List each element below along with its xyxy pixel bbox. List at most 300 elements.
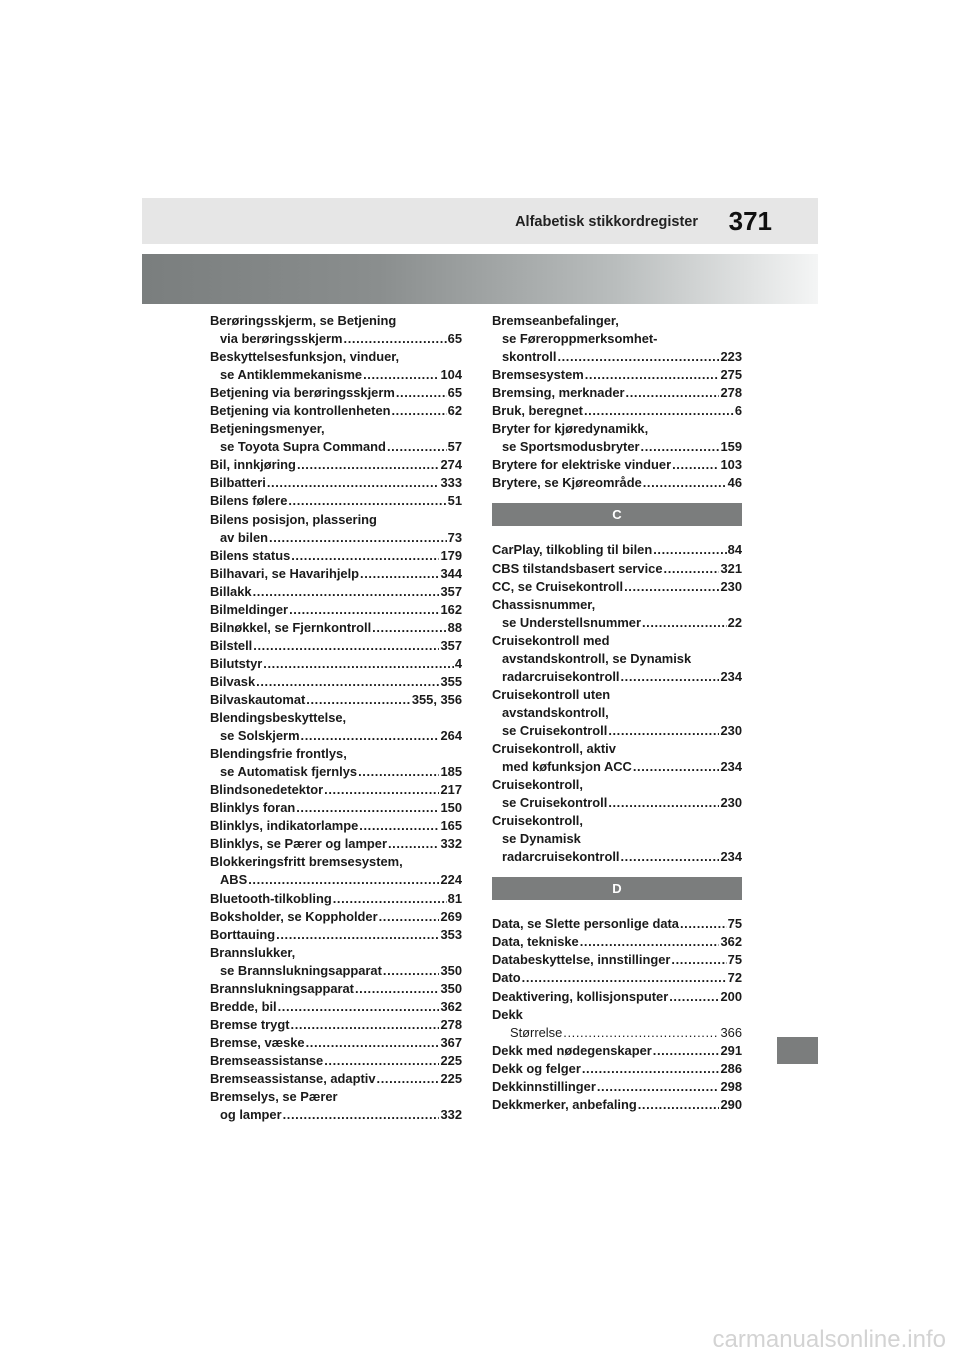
entry-term: Dekkmerker, anbefaling <box>492 1096 637 1112</box>
entry-page-number: 362 <box>440 998 462 1014</box>
dot-leader <box>267 474 440 492</box>
dot-leader <box>291 1016 440 1034</box>
dot-leader <box>359 817 439 835</box>
index-entry <box>492 420 742 438</box>
entry-page-number: 65 <box>447 331 462 347</box>
entry-page-number: 333 <box>440 475 462 491</box>
index-entry <box>210 366 462 384</box>
dot-leader <box>288 492 446 510</box>
index-entry <box>210 637 462 655</box>
dot-leader <box>291 547 439 565</box>
entry-page-number: 264 <box>440 728 462 744</box>
entry-term: Bluetooth-tilkobling <box>210 890 332 906</box>
dot-leader <box>585 366 720 384</box>
entry-term: Bremseassistanse <box>210 1052 324 1068</box>
entry-page-number: 22 <box>727 614 742 630</box>
index-entry <box>492 740 742 758</box>
entry-term: skontroll <box>502 349 557 365</box>
entry-term: radarcruisekontroll <box>502 849 620 865</box>
index-entry <box>210 474 462 492</box>
entry-term: Betjening via kontrollenheten <box>210 403 391 419</box>
index-entry <box>210 835 462 853</box>
entry-page-number: 355 <box>440 673 462 689</box>
index-entry <box>492 632 742 650</box>
index-entry <box>210 799 462 817</box>
entry-term: via berøringsskjerm <box>220 331 343 347</box>
dot-leader <box>360 565 439 583</box>
index-entry <box>210 1052 462 1070</box>
dot-leader <box>383 962 440 980</box>
entry-page-number: 51 <box>447 493 462 509</box>
entry-term: Bilvask <box>210 673 256 689</box>
index-entry <box>492 933 742 951</box>
index-entry <box>210 727 462 745</box>
entry-page-number: 362 <box>720 934 742 950</box>
entry-term: ABS <box>220 872 248 888</box>
dot-leader <box>624 578 719 596</box>
dot-leader <box>522 969 727 987</box>
index-entry <box>210 456 462 474</box>
index-entry <box>210 348 462 366</box>
index-entry <box>492 1024 742 1042</box>
entry-term: Bremsesystem <box>492 367 584 383</box>
entry-term: Betjening via berøringsskjerm <box>210 385 395 401</box>
index-entry <box>492 650 742 668</box>
entry-term: avstandskontroll, se Dynamisk <box>502 650 692 666</box>
entry-page-number: 224 <box>440 872 462 888</box>
entry-term: Bilens status <box>210 547 291 563</box>
entry-term: Dekkinnstillinger <box>492 1078 596 1094</box>
index-entry <box>492 668 742 686</box>
entry-page-number: 162 <box>440 601 462 617</box>
entry-term: se Cruisekontroll <box>502 722 608 738</box>
index-entry <box>492 456 742 474</box>
index-entry <box>492 541 742 559</box>
entry-term: Billakk <box>210 583 252 599</box>
entry-term: Berøringsskjerm, se Betjening <box>210 313 397 328</box>
entry-term: Bremse, væske <box>210 1034 305 1050</box>
dot-leader <box>597 1078 720 1096</box>
dot-leader <box>580 933 720 951</box>
index-entry <box>210 1106 462 1124</box>
index-entry <box>492 614 742 632</box>
entry-term: Boksholder, se Koppholder <box>210 908 378 924</box>
index-entry <box>492 969 742 987</box>
dot-leader <box>377 1070 440 1088</box>
entry-term: Bremselys, se Pærer <box>210 1089 338 1105</box>
entry-term: Brytere for elektriske vinduer <box>492 457 672 473</box>
index-entry <box>492 915 742 933</box>
index-entry <box>492 312 742 330</box>
index-entry <box>492 848 742 866</box>
entry-term: Bilhavari, se Havarihjelp <box>210 565 360 581</box>
entry-term: Dekk og felger <box>492 1060 581 1076</box>
dot-leader <box>642 614 727 632</box>
entry-term: Bremse trygt <box>210 1016 290 1032</box>
entry-term: Bremseanbefalinger, <box>492 313 619 328</box>
dot-leader <box>301 727 440 745</box>
index-entry <box>492 830 742 848</box>
entry-page-number: 150 <box>440 800 462 816</box>
index-entry <box>210 330 462 348</box>
entry-page-number: 230 <box>720 578 742 594</box>
entry-term: Blokkeringsfritt bremsesystem, <box>210 854 403 870</box>
index-column-right <box>492 312 742 1114</box>
entry-page-number: 278 <box>720 385 742 401</box>
entry-page-number: 65 <box>447 385 462 401</box>
entry-page-number: 278 <box>440 1016 462 1032</box>
dot-leader <box>388 835 440 853</box>
entry-page-number: 353 <box>440 926 462 942</box>
entry-term: Størrelse <box>510 1024 563 1040</box>
entry-term: Bilutstyr <box>210 655 263 671</box>
dot-leader <box>269 529 447 547</box>
dot-leader <box>278 998 440 1016</box>
dot-leader <box>396 384 447 402</box>
page-number: 371 <box>728 206 772 236</box>
dot-leader <box>387 438 447 456</box>
entry-page-number: 230 <box>720 795 742 811</box>
dot-leader <box>296 799 439 817</box>
entry-term: se Sportsmodusbryter <box>502 439 640 455</box>
index-entry <box>210 601 462 619</box>
index-entry <box>210 1070 462 1088</box>
entry-term: Blendingsbeskyttelse, <box>210 710 347 726</box>
entry-term: Blinklys foran <box>210 800 296 816</box>
entry-term: Cruisekontroll, <box>492 777 583 793</box>
entry-term: se Dynamisk <box>502 831 581 847</box>
index-entry <box>210 962 462 980</box>
entry-page-number: 269 <box>440 908 462 924</box>
dot-leader <box>306 691 411 709</box>
entry-term: og lamper <box>220 1107 282 1123</box>
index-entry <box>492 438 742 456</box>
page-header <box>142 198 818 244</box>
section-header: C <box>492 503 742 526</box>
entry-term: Bilmeldinger <box>210 601 289 617</box>
entry-page-number: 103 <box>720 457 742 473</box>
dot-leader <box>672 456 719 474</box>
header-title: Alfabetisk stikkordregister <box>515 214 698 230</box>
dot-leader <box>283 1106 440 1124</box>
entry-page-number: 225 <box>440 1070 462 1086</box>
entry-page-number: 332 <box>440 1107 462 1123</box>
index-entry <box>492 1096 742 1114</box>
entry-page-number: 185 <box>440 764 462 780</box>
entry-term: Brannslukker, <box>210 944 296 960</box>
watermark: carmanualsonline.info <box>712 1326 946 1353</box>
index-entry <box>492 758 742 776</box>
dot-leader <box>633 758 720 776</box>
index-entry <box>210 565 462 583</box>
index-entry <box>492 794 742 812</box>
index-entry <box>492 474 742 492</box>
entry-term: Databeskyttelse, innstillinger <box>492 952 671 968</box>
entry-term: Bilbatteri <box>210 475 266 491</box>
entry-page-number: 286 <box>720 1060 742 1076</box>
entry-page-number: 344 <box>440 565 462 581</box>
entry-page-number: 165 <box>440 818 462 834</box>
entry-term: CC, se Cruisekontroll <box>492 578 624 594</box>
dot-leader <box>626 384 720 402</box>
entry-page-number: 88 <box>447 619 462 635</box>
index-entry <box>210 583 462 601</box>
dot-leader <box>297 456 440 474</box>
index-entry <box>210 745 462 763</box>
index-entry <box>210 492 462 510</box>
entry-page-number: 179 <box>440 547 462 563</box>
index-entry <box>210 1088 462 1106</box>
entry-term: avstandskontroll, <box>502 704 609 720</box>
entry-page-number: 274 <box>440 457 462 473</box>
header-gradient-band <box>142 254 818 304</box>
entry-term: Bilens posisjon, plassering <box>210 511 377 527</box>
index-entry <box>210 763 462 781</box>
index-entry <box>210 402 462 420</box>
index-entry <box>210 673 462 691</box>
index-entry <box>492 402 742 420</box>
entry-term: se Føreroppmerksomhet- <box>502 331 658 347</box>
index-entry <box>492 384 742 402</box>
dot-leader <box>333 890 447 908</box>
entry-page-number: 159 <box>720 439 742 455</box>
entry-page-number: 355, 356 <box>411 691 462 707</box>
index-entry <box>210 908 462 926</box>
dot-leader <box>256 673 439 691</box>
entry-term: Bilens følere <box>210 493 288 509</box>
dot-leader <box>653 1042 720 1060</box>
dot-leader <box>643 474 727 492</box>
dot-leader <box>363 366 439 384</box>
entry-term: av bilen <box>220 529 269 545</box>
entry-page-number: 350 <box>440 980 462 996</box>
index-entry <box>210 890 462 908</box>
index-entry <box>492 812 742 830</box>
entry-term: Cruisekontroll med <box>492 632 610 648</box>
entry-term: Dato <box>492 970 521 986</box>
entry-page-number: 6 <box>734 403 742 419</box>
entry-term: Bryter for kjøredynamikk, <box>492 421 649 437</box>
entry-page-number: 230 <box>720 722 742 738</box>
index-entry <box>210 547 462 565</box>
entry-term: Blendingsfrie frontlys, <box>210 746 347 762</box>
entry-page-number: 73 <box>447 529 462 545</box>
dot-leader <box>379 908 440 926</box>
dot-leader <box>621 848 720 866</box>
index-entry <box>492 330 742 348</box>
dot-leader <box>671 951 726 969</box>
entry-page-number: 75 <box>727 952 742 968</box>
entry-page-number: 298 <box>720 1078 742 1094</box>
dot-leader <box>557 348 719 366</box>
dot-leader <box>680 915 727 933</box>
entry-page-number: 291 <box>720 1042 742 1058</box>
index-entry <box>210 420 462 438</box>
index-entry <box>492 776 742 794</box>
entry-term: se Understellsnummer <box>502 614 641 630</box>
entry-term: Bremsing, merknader <box>492 385 625 401</box>
entry-term: Deaktivering, kollisjonsputer <box>492 988 669 1004</box>
entry-term: Blinklys, indikatorlampe <box>210 818 359 834</box>
index-entry <box>210 944 462 962</box>
dot-leader <box>669 988 719 1006</box>
dot-leader <box>358 763 439 781</box>
entry-page-number: 81 <box>447 890 462 906</box>
index-entry <box>210 1016 462 1034</box>
index-entry <box>492 1078 742 1096</box>
entry-term: radarcruisekontroll <box>502 668 620 684</box>
index-entry <box>210 691 462 709</box>
dot-leader <box>641 438 720 456</box>
dot-leader <box>248 871 439 889</box>
dot-leader <box>608 794 719 812</box>
entry-term: Cruisekontroll uten <box>492 686 611 702</box>
index-entry <box>492 1060 742 1078</box>
entry-page-number: 223 <box>720 349 742 365</box>
index-entry <box>210 312 462 330</box>
index-entry <box>492 951 742 969</box>
entry-term: Bil, innkjøring <box>210 457 296 473</box>
entry-term: Bredde, bil <box>210 998 277 1014</box>
index-entry <box>210 926 462 944</box>
entry-term: se Cruisekontroll <box>502 795 608 811</box>
entry-page-number: 321 <box>720 560 742 576</box>
entry-page-number: 46 <box>727 475 742 491</box>
entry-page-number: 200 <box>720 988 742 1004</box>
index-entry <box>492 1042 742 1060</box>
entry-term: Dekk med nødegenskaper <box>492 1042 652 1058</box>
entry-term: Data, tekniske <box>492 934 579 950</box>
dot-leader <box>608 722 719 740</box>
index-entry <box>492 1006 742 1024</box>
entry-term: CBS tilstandsbasert service <box>492 560 663 576</box>
entry-page-number: 104 <box>440 367 462 383</box>
entry-page-number: 290 <box>720 1096 742 1112</box>
dot-leader <box>344 330 447 348</box>
index-entry <box>210 998 462 1016</box>
index-entry <box>210 619 462 637</box>
entry-term: se Brannslukningsapparat <box>220 962 382 978</box>
entry-term: Bilnøkkel, se Fjernkontroll <box>210 619 372 635</box>
index-entry <box>492 348 742 366</box>
index-entry <box>492 578 742 596</box>
entry-term: Bilvaskautomat <box>210 691 306 707</box>
entry-term: Blinklys, se Pærer og lamper <box>210 836 387 852</box>
entry-term: Cruisekontroll, aktiv <box>492 740 616 756</box>
index-entry <box>492 686 742 704</box>
dot-leader <box>392 402 447 420</box>
entry-term: se Antiklemmekanisme <box>220 367 363 383</box>
dot-leader <box>584 402 734 420</box>
index-entry <box>492 704 742 722</box>
index-entry <box>210 438 462 456</box>
entry-page-number: 234 <box>720 849 742 865</box>
entry-term: Brannslukningsapparat <box>210 980 354 996</box>
entry-page-number: 234 <box>720 759 742 775</box>
entry-page-number: 357 <box>440 583 462 599</box>
index-entry <box>492 560 742 578</box>
entry-page-number: 84 <box>727 542 742 558</box>
entry-term: se Solskjerm <box>220 728 300 744</box>
index-entry <box>210 511 462 529</box>
index-entry <box>210 655 462 673</box>
entry-page-number: 217 <box>440 782 462 798</box>
dot-leader <box>306 1034 440 1052</box>
index-entry <box>210 853 462 871</box>
dot-leader <box>253 637 439 655</box>
index-entry <box>492 366 742 384</box>
entry-term: Bremseassistanse, adaptiv <box>210 1070 376 1086</box>
dot-leader <box>324 1052 439 1070</box>
index-entry <box>210 871 462 889</box>
dot-leader <box>638 1096 720 1114</box>
entry-term: CarPlay, tilkobling til bilen <box>492 542 653 558</box>
dot-leader <box>653 541 726 559</box>
dot-leader <box>582 1060 720 1078</box>
entry-term: se Automatisk fjernlys <box>220 764 358 780</box>
index-entry <box>210 817 462 835</box>
entry-page-number: 72 <box>727 970 742 986</box>
entry-term: med køfunksjon ACC <box>502 759 632 775</box>
index-entry <box>210 980 462 998</box>
dot-leader <box>372 619 446 637</box>
entry-page-number: 275 <box>720 367 742 383</box>
dot-leader <box>263 655 454 673</box>
entry-page-number: 367 <box>440 1034 462 1050</box>
entry-term: Betjeningsmenyer, <box>210 421 325 437</box>
dot-leader <box>324 781 439 799</box>
entry-page-number: 4 <box>454 655 462 671</box>
chapter-tab-marker <box>777 1037 818 1064</box>
index-entry <box>492 988 742 1006</box>
index-entry <box>210 781 462 799</box>
dot-leader <box>355 980 440 998</box>
entry-page-number: 234 <box>720 668 742 684</box>
entry-term: Chassisnummer, <box>492 596 596 612</box>
dot-leader <box>289 601 439 619</box>
entry-page-number: 62 <box>447 403 462 419</box>
entry-page-number: 57 <box>447 439 462 455</box>
dot-leader <box>664 560 720 578</box>
entry-term: Bilstell <box>210 637 253 653</box>
index-entry <box>492 596 742 614</box>
dot-leader <box>253 583 440 601</box>
entry-term: Dekk <box>492 1006 523 1022</box>
entry-term: se Toyota Supra Command <box>220 439 386 455</box>
index-column-left <box>210 312 462 1124</box>
entry-term: Blindsonedetektor <box>210 782 324 798</box>
index-entry <box>492 722 742 740</box>
index-entry <box>210 1034 462 1052</box>
index-entry <box>210 709 462 727</box>
entry-term: Borttauing <box>210 926 276 942</box>
dot-leader <box>276 926 439 944</box>
entry-page-number: 75 <box>727 916 742 932</box>
entry-page-number: 225 <box>440 1052 462 1068</box>
entry-page-number: 350 <box>440 962 462 978</box>
dot-leader <box>563 1024 719 1042</box>
index-entry <box>210 384 462 402</box>
index-entry <box>210 529 462 547</box>
section-header: D <box>492 877 742 900</box>
entry-page-number: 332 <box>440 836 462 852</box>
entry-page-number: 366 <box>720 1024 742 1040</box>
entry-term: Cruisekontroll, <box>492 813 583 829</box>
dot-leader <box>621 668 720 686</box>
entry-term: Brytere, se Kjøreområde <box>492 475 642 491</box>
entry-page-number: 357 <box>440 637 462 653</box>
entry-term: Data, se Slette personlige data <box>492 916 679 932</box>
